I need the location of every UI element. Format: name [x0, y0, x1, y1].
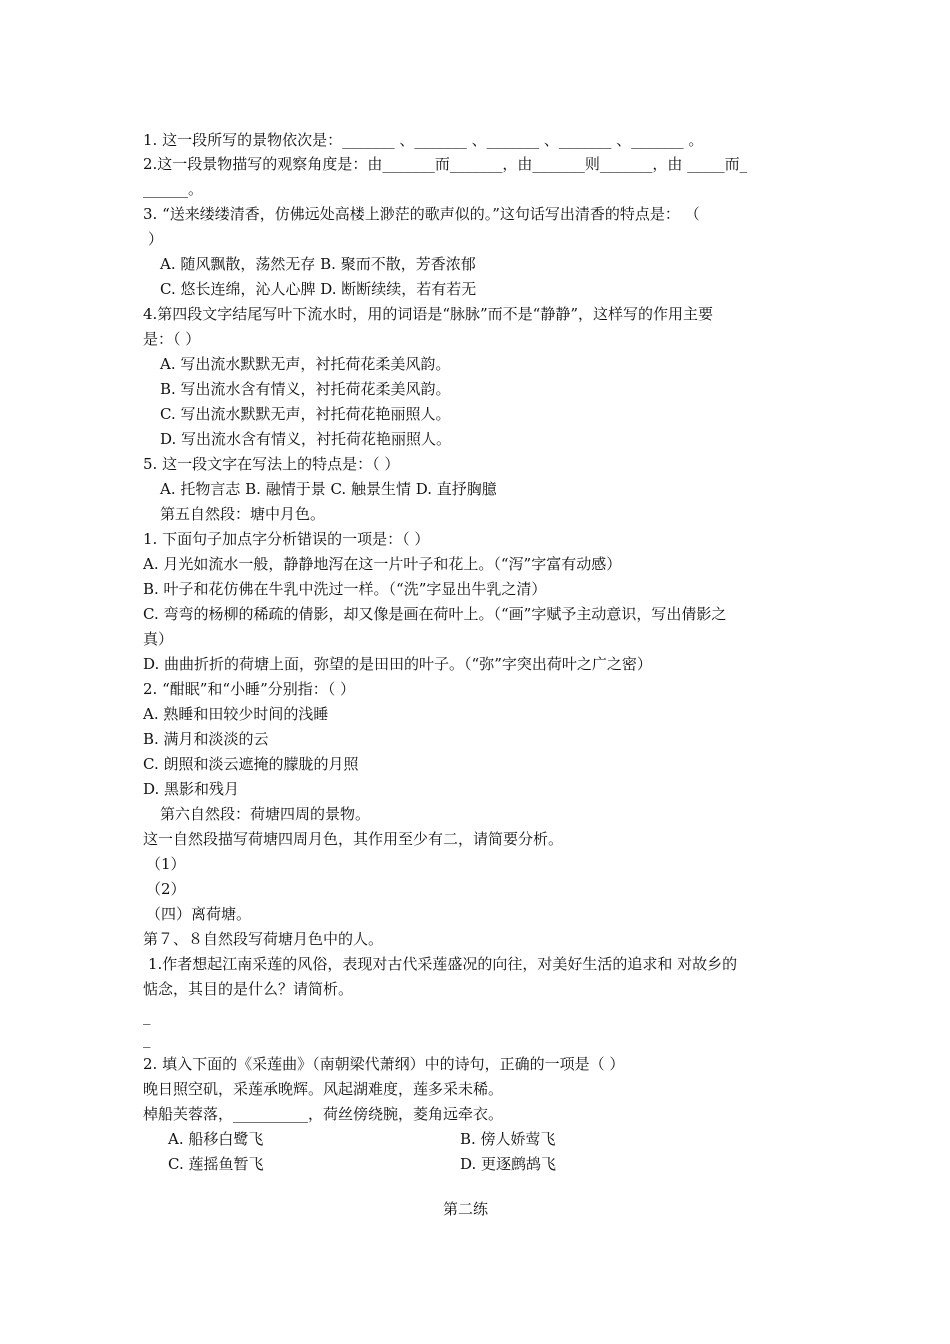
line-q5-question: 5. 这一段文字在写法上的特点是：（ ） — [143, 455, 400, 473]
line-q3-question: 3. “送来缕缕清香，仿佛远处高楼上渺茫的歌声似的。”这句话写出清香的特点是： （ — [143, 205, 700, 223]
line-p78-q1: 1.作者想起江南采莲的风俗，表现对古代采莲盛况的向往，对美好生活的追求和 对故乡的 — [148, 955, 738, 973]
poem-option-b: B. 傍人娇莺飞 — [460, 1130, 556, 1148]
answer-blank-2: _ — [143, 1030, 151, 1048]
line-q3-options-cd: C. 悠长连绵，沁人心脾 D. 断断续续，若有若无 — [160, 280, 477, 298]
page-footer: 第二练 — [443, 1200, 489, 1218]
section-leave-pond: （四）离荷塘。 — [146, 905, 252, 923]
line-p5-q2-option-a: A. 熟睡和田较少时间的浅睡 — [143, 705, 329, 723]
section-paragraph-6: 第六自然段：荷塘四周的景物。 — [160, 805, 371, 823]
line-q4-cont: 是：（ ） — [143, 330, 201, 348]
poem-option-d: D. 更逐鹧鸪飞 — [460, 1155, 557, 1173]
line-q4-option-c: C. 写出流水默默无声，衬托荷花艳丽照人。 — [160, 405, 451, 423]
line-p5-q2-option-b: B. 满月和淡淡的云 — [143, 730, 269, 748]
line-p78-q1-cont: 惦念，其目的是什么？请简析。 — [143, 980, 354, 998]
line-p5-q1-option-b: B. 叶子和花仿佛在牛乳中洗过一样。（“洗”字显出牛乳之清） — [143, 580, 547, 598]
line-p6-question: 这一自然段描写荷塘四周月色，其作用至少有二，请简要分析。 — [143, 830, 564, 848]
line-p5-q1-option-a: A. 月光如流水一般，静静地泻在这一片叶子和花上。（“泻”字富有动感） — [143, 555, 622, 573]
poem-line-2: 棹船芙蓉落，__________，荷丝傍绕腕，菱角远牵衣。 — [143, 1105, 504, 1123]
line-q4-option-b: B. 写出流水含有情义，衬托荷花柔美风韵。 — [160, 380, 451, 398]
line-p5-q2: 2. “酣眠”和“小睡”分别指：（ ） — [143, 680, 356, 698]
line-q1-scenery-list: 1. 这一段所写的景物依次是：_______ 、_______ 、_______ 、_______ 、_______ 。 — [143, 131, 704, 149]
line-q4-option-d: D. 写出流水含有情义，衬托荷花艳丽照人。 — [160, 430, 452, 448]
answer-blank-1: _ — [143, 1007, 151, 1025]
poem-line-1: 晚日照空矶，采莲承晚辉。风起湖难度，莲多采未稀。 — [143, 1080, 504, 1098]
line-p5-q1: 1. 下面句子加点字分析错误的一项是：（ ） — [143, 530, 430, 548]
line-p5-q2-option-c: C. 朗照和淡云遮掩的朦胧的月照 — [143, 755, 359, 773]
line-q3-paren: ） — [148, 230, 164, 248]
line-p6-answer-1: （1） — [146, 855, 186, 873]
line-p5-q1-option-d: D. 曲曲折折的荷塘上面，弥望的是田田的叶子。（“弥”字突出荷叶之广之密） — [143, 655, 652, 673]
line-p5-q1-option-c: C. 弯弯的杨柳的稀疏的倩影，却又像是画在荷叶上。（“画”字赋予主动意识，写出倩影之 — [143, 605, 727, 623]
line-p5-q1-option-c-cont: 真） — [143, 630, 174, 648]
section-paragraph-5: 第五自然段：塘中月色。 — [160, 505, 326, 523]
section-paragraph-7-8: 第７、８自然段写荷塘月色中的人。 — [143, 930, 384, 948]
line-q2-observation-angle: 2.这一段景物描写的观察角度是：由_______而_______，由_______则_______，由 _____而_ — [143, 155, 748, 173]
line-p5-q2-option-d: D. 黑影和残月 — [143, 780, 240, 798]
line-p78-q2: 2. 填入下面的《采莲曲》（南朝梁代萧纲）中的诗句，正确的一项是（ ） — [143, 1055, 625, 1073]
poem-option-c: C. 莲摇鱼暂飞 — [168, 1155, 264, 1173]
poem-option-a: A. 船移白鹭飞 — [168, 1130, 264, 1148]
line-q2-cont: ______。 — [143, 180, 204, 198]
line-q4-option-a: A. 写出流水默默无声，衬托荷花柔美风韵。 — [160, 355, 451, 373]
line-q5-options: A. 托物言志 B. 融情于景 C. 触景生情 D. 直抒胸臆 — [160, 480, 497, 498]
line-q4-question: 4.第四段文字结尾写叶下流水时，用的词语是“脉脉”而不是“静静”，这样写的作用主要 — [143, 305, 713, 323]
line-p6-answer-2: （2） — [146, 880, 186, 898]
line-q3-options-ab: A. 随风飘散，荡然无存 B. 聚而不散，芳香浓郁 — [160, 255, 476, 273]
